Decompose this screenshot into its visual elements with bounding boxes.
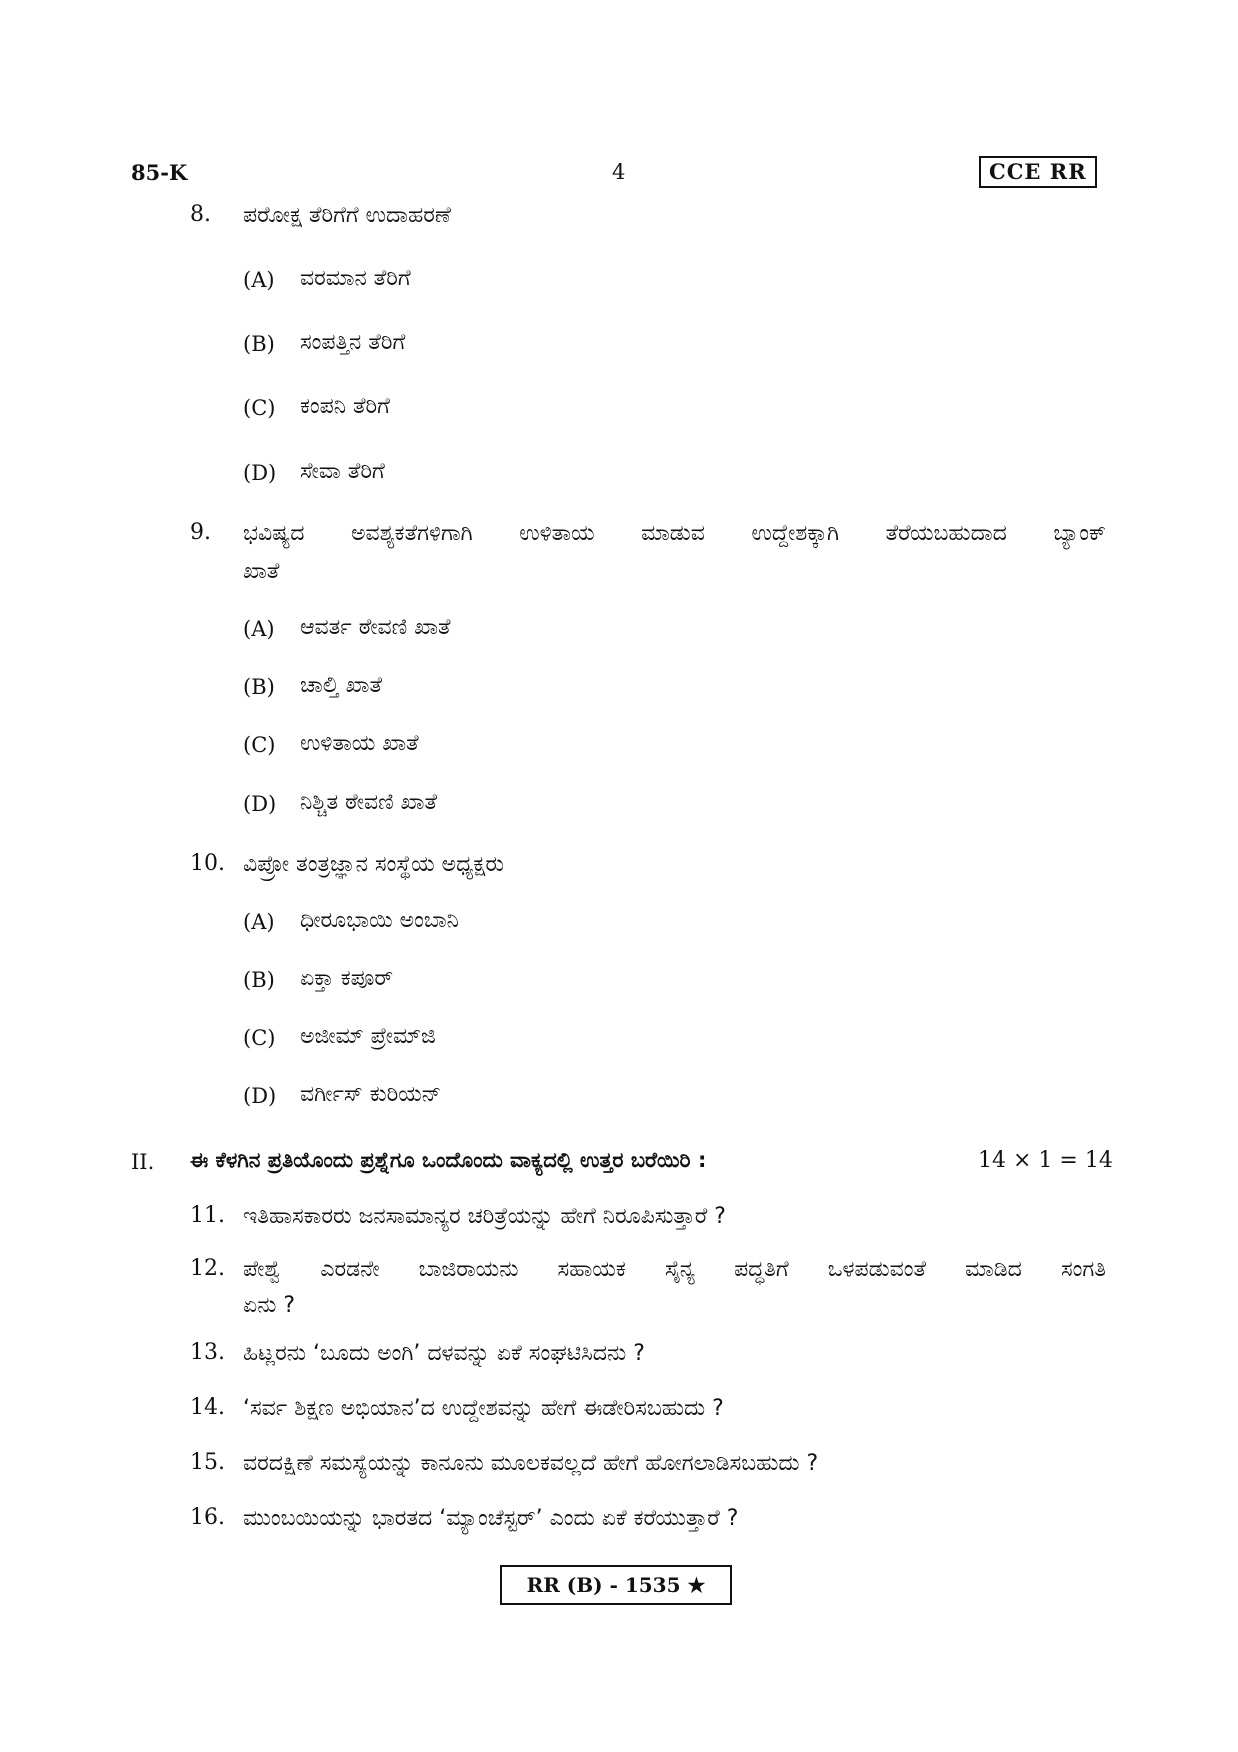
option-label: (C) bbox=[243, 1026, 276, 1050]
question-text: ‘ಸರ್ವ ಶಿಕ್ಷಣ ಅಭಿಯಾನ’ದ ಉದ್ದೇಶವನ್ನು ಹೇಗೆ ಈಡೇರಿಸಬಹುದು ? bbox=[243, 1396, 724, 1421]
option-text: ಚಾಲ್ತಿ ಖಾತೆ bbox=[300, 673, 382, 698]
option-text: ಅಜೀಮ್ ಪ್ರೇಮ್‌ಜಿ bbox=[300, 1024, 436, 1049]
option-text: ಆವರ್ತ ಠೇವಣಿ ಖಾತೆ bbox=[300, 615, 451, 640]
question-number: 10. bbox=[190, 851, 225, 876]
option-text: ವರ್ಗೀಸ್ ಕುರಿಯನ್ bbox=[300, 1082, 442, 1107]
question-text: ಹಿಟ್ಲರನು ‘ಬೂದು ಅಂಗಿ’ ದಳವನ್ನು ಏಕೆ ಸಂಘಟಿಸಿದನು ? bbox=[243, 1341, 645, 1366]
question-text: ವರದಕ್ಷಿಣೆ ಸಮಸ್ಯೆಯನ್ನು ಕಾನೂನು ಮೂಲಕವಲ್ಲದೆ ಹೇಗೆ ಹೋಗಲಾಡಿಸಬಹುದು ? bbox=[243, 1451, 819, 1476]
question-number: 8. bbox=[190, 202, 211, 227]
question-text: ಪರೋಕ್ಷ ತೆರಿಗೆಗೆ ಉದಾಹರಣೆ bbox=[243, 203, 451, 228]
question-number: 9. bbox=[190, 520, 211, 545]
question-text-continued: ಏನು ? bbox=[243, 1293, 296, 1318]
section-number: II. bbox=[131, 1150, 155, 1174]
option-label: (D) bbox=[243, 461, 277, 485]
option-text: ಧೀರೂಭಾಯಿ ಅಂಬಾನಿ bbox=[300, 908, 459, 933]
option-label: (A) bbox=[243, 617, 275, 641]
option-text: ವರಮಾನ ತೆರಿಗೆ bbox=[300, 266, 411, 291]
question-number: 16. bbox=[190, 1505, 225, 1530]
option-label: (B) bbox=[243, 675, 275, 699]
question-number: 11. bbox=[190, 1203, 225, 1228]
option-text: ಉಳಿತಾಯ ಖಾತೆ bbox=[300, 731, 419, 756]
footer-code: RR (B) - 1535 ★ bbox=[500, 1565, 732, 1605]
option-text: ಸೇವಾ ತೆರಿಗೆ bbox=[300, 459, 385, 484]
option-text: ಕಂಪನಿ ತೆರಿಗೆ bbox=[300, 394, 390, 419]
paper-code: 85-K bbox=[131, 160, 188, 185]
question-number: 13. bbox=[190, 1340, 225, 1365]
question-text: ವಿಪ್ರೋ ತಂತ್ರಜ್ಞಾನ ಸಂಸ್ಥೆಯ ಅಧ್ಯಕ್ಷರು bbox=[243, 852, 504, 877]
option-label: (C) bbox=[243, 396, 276, 420]
question-number: 14. bbox=[190, 1395, 225, 1420]
section-marks: 14 × 1 = 14 bbox=[978, 1148, 1113, 1173]
option-label: (B) bbox=[243, 968, 275, 992]
question-text: ಪೇಶ್ವೆ ಎರಡನೇ ಬಾಜಿರಾಯನು ಸಹಾಯಕ ಸೈನ್ಯ ಪದ್ಧತಿಗೆ ಒಳಪಡುವಂತೆ ಮಾಡಿದ ಸಂಗತಿ bbox=[243, 1257, 1106, 1282]
option-label: (A) bbox=[243, 910, 275, 934]
question-text: ಮುಂಬಯಿಯನ್ನು ಭಾರತದ ‘ಮ್ಯಾಂಚೆಸ್ಟರ್’ ಎಂದು ಏಕೆ ಕರೆಯುತ್ತಾರೆ ? bbox=[243, 1506, 739, 1531]
question-number: 15. bbox=[190, 1450, 225, 1475]
page-number: 4 bbox=[612, 160, 626, 184]
option-label: (A) bbox=[243, 268, 275, 292]
question-text: ಭವಿಷ್ಯದ ಅವಶ್ಯಕತೆಗಳಿಗಾಗಿ ಉಳಿತಾಯ ಮಾಡುವ ಉದ್ದೇಶಕ್ಕಾಗಿ ತೆರೆಯಬಹುದಾದ ಬ್ಯಾಂಕ್ bbox=[243, 521, 1106, 546]
question-text-continued: ಖಾತೆ bbox=[243, 559, 280, 584]
option-text: ಸಂಪತ್ತಿನ ತೆರಿಗೆ bbox=[300, 330, 406, 355]
section-instruction: ಈ ಕೆಳಗಿನ ಪ್ರತಿಯೊಂದು ಪ್ರಶ್ನೆಗೂ ಒಂದೊಂದು ವಾಕ್ಯದಲ್ಲಿ ಉತ್ತರ ಬರೆಯಿರಿ : bbox=[190, 1148, 707, 1172]
option-text: ನಿಶ್ಚಿತ ಠೇವಣಿ ಖಾತೆ bbox=[300, 790, 437, 815]
option-label: (D) bbox=[243, 792, 277, 816]
question-text: ಇತಿಹಾಸಕಾರರು ಜನಸಾಮಾನ್ಯರ ಚರಿತ್ರೆಯನ್ನು ಹೇಗೆ ನಿರೂಪಿಸುತ್ತಾರೆ ? bbox=[243, 1204, 726, 1229]
option-label: (C) bbox=[243, 733, 276, 757]
cce-rr-tag: CCE RR bbox=[979, 156, 1097, 188]
option-label: (D) bbox=[243, 1084, 277, 1108]
question-number: 12. bbox=[190, 1256, 225, 1281]
option-label: (B) bbox=[243, 332, 275, 356]
option-text: ಏಕ್ತಾ ಕಪೂರ್ bbox=[300, 966, 394, 991]
